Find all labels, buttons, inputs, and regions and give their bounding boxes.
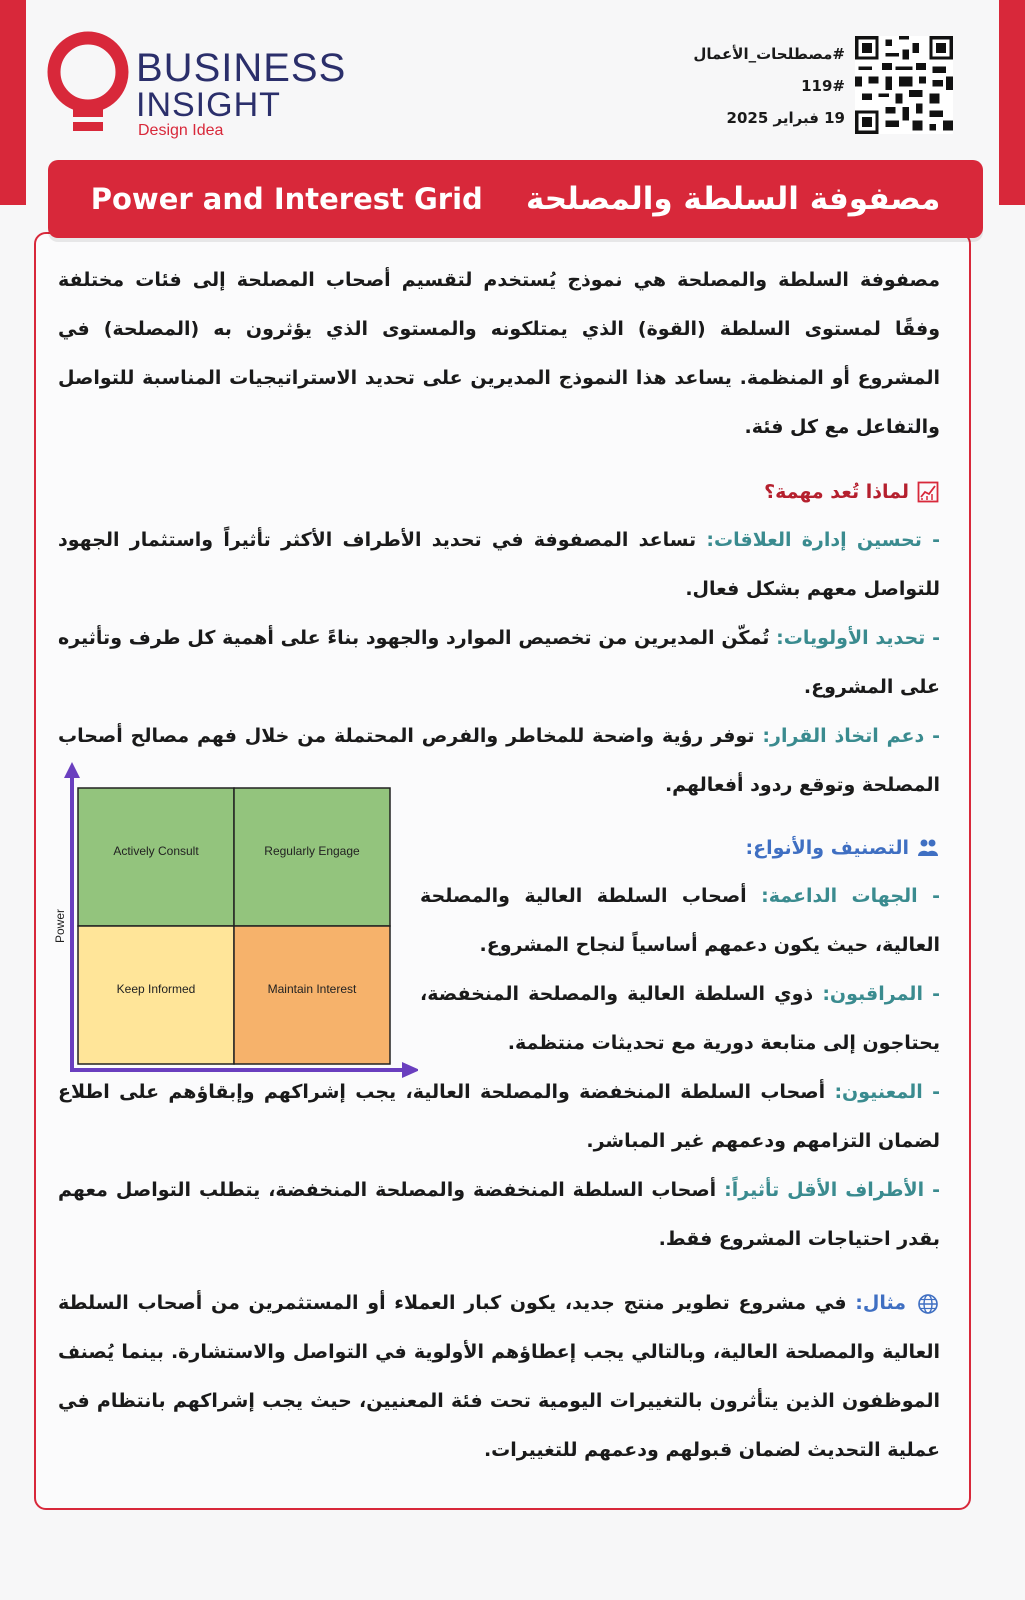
people-icon xyxy=(917,837,939,859)
issue-number: 119# xyxy=(801,77,845,95)
logo-business-text: BUSINESS xyxy=(136,46,347,90)
classification-term: - الأطراف الأقل تأثيراً: xyxy=(724,1179,940,1201)
classification-item-supporters xyxy=(420,872,940,970)
logo-tagline: Design Idea xyxy=(138,122,224,139)
classification-term: - الجهات الداعمة: xyxy=(761,885,940,907)
qr-code-icon[interactable] xyxy=(855,36,953,134)
classification-term: - المراقبون: xyxy=(822,983,940,1005)
power-interest-grid-svg xyxy=(48,760,418,1080)
classification-list-top xyxy=(420,872,940,1068)
example-text: في مشروع تطوير منتج جديد، يكون كبار العملاء أو المستثمرين من أصحاب السلطة العالية والمصلحة العالية، وبالتالي يجب إعطاؤهم الأولوية في التواصل والاستشارة. بينما يُصنف الموظفون الذين يتأثرون بالتغييرات اليومية تحت فئة المعنيين، حيث يجب إشراكهم بانتظام في عملية التحديث لضمان قبولهم ودعمهم للتغييرات. xyxy=(58,1292,940,1461)
why-section-title: لماذا تُعد مهمة؟ xyxy=(764,481,909,503)
why-text: تُمكّن المديرين من تخصيص الموارد والجهود بناءً على أهمية كل طرف وتأثيره على المشروع. xyxy=(58,627,940,698)
lightbulb-icon xyxy=(40,28,140,143)
power-interest-chart xyxy=(48,760,418,1080)
why-term: - تحسين إدارة العلاقات: xyxy=(706,529,940,551)
why-term: - دعم اتخاذ القرار: xyxy=(762,725,940,747)
classification-text: أصحاب السلطة العالية والمصلحة العالية، حيث يكون دعمهم أساسياً لنجاح المشروع. xyxy=(420,885,940,956)
quadrant-label: Actively Consult xyxy=(113,844,199,858)
quadrant-label: Maintain Interest xyxy=(267,982,357,996)
why-item-priorities xyxy=(58,614,940,712)
issue-date: 19 فبراير 2025 xyxy=(726,109,845,127)
page-title xyxy=(48,160,983,238)
classification-item-least-influential xyxy=(58,1166,940,1264)
title-arabic: مصفوفة السلطة والمصلحة xyxy=(525,181,941,217)
power-axis-arrow xyxy=(64,762,80,778)
example-paragraph xyxy=(58,1279,940,1479)
classification-text: أصحاب السلطة المنخفضة والمصلحة العالية، يجب إشراكهم وإبقاؤهم على اطلاع لضمان التزامهم ودعمهم غير المباشر. xyxy=(58,1081,940,1152)
intro-paragraph: مصفوفة السلطة والمصلحة هي نموذج يُستخدم لتقسيم أصحاب المصلحة إلى فئات مختلفة وفقًا لمستوى السلطة (القوة) الذي يمتلكونه والمستوى الذي يؤثرون به (المصلحة) في المشروع أو المنظمة. يساعد هذا النموذج المديرين على تحديد الاستراتيجيات المناسبة للتواصل والتفاعل مع كل فئة. xyxy=(58,269,940,438)
chart-icon xyxy=(917,481,939,503)
frame-left-border xyxy=(0,0,26,205)
frame-right-border xyxy=(999,0,1025,205)
why-item-relations xyxy=(58,516,940,614)
example-term: مثال: xyxy=(855,1292,906,1314)
why-text: توفر رؤية واضحة للمخاطر والفرص المحتملة من خلال فهم مصالح أصحاب المصلحة وتوقع ردود أفعالهم. xyxy=(58,725,940,796)
classification-item-observers xyxy=(420,970,940,1068)
issue-meta xyxy=(693,38,845,134)
classification-term: - المعنيون: xyxy=(834,1081,940,1103)
business-insight-logo xyxy=(40,28,360,148)
classification-text: ذوي السلطة العالية والمصلحة المنخفضة، يحتاجون إلى متابعة دورية مع تحديثات منتظمة. xyxy=(420,983,940,1054)
logo-insight-text: INSIGHT xyxy=(136,86,281,124)
why-term: - تحديد الأولويات: xyxy=(776,627,940,649)
classification-section-title: التصنيف والأنواع: xyxy=(745,837,909,859)
why-text: تساعد المصفوفة في تحديد الأطراف الأكثر تأثيراً واستثمار الجهود للتواصل معهم بشكل فعال. xyxy=(58,529,940,600)
classification-item-concerned xyxy=(58,1068,940,1166)
title-english: Power and Interest Grid xyxy=(90,182,483,216)
hashtag-label: #مصطلحات_الأعمال xyxy=(693,45,845,63)
title-bar xyxy=(48,160,983,238)
quadrant-label: Regularly Engage xyxy=(264,844,360,858)
classification-list-bottom xyxy=(58,1068,940,1268)
classification-text: أصحاب السلطة المنخفضة والمصلحة المنخفضة، يتطلب التواصل معهم بقدر احتياجات المشروع فقط. xyxy=(58,1179,940,1250)
y-axis-label: Power xyxy=(53,908,67,944)
quadrant-label: Keep Informed xyxy=(116,982,196,996)
